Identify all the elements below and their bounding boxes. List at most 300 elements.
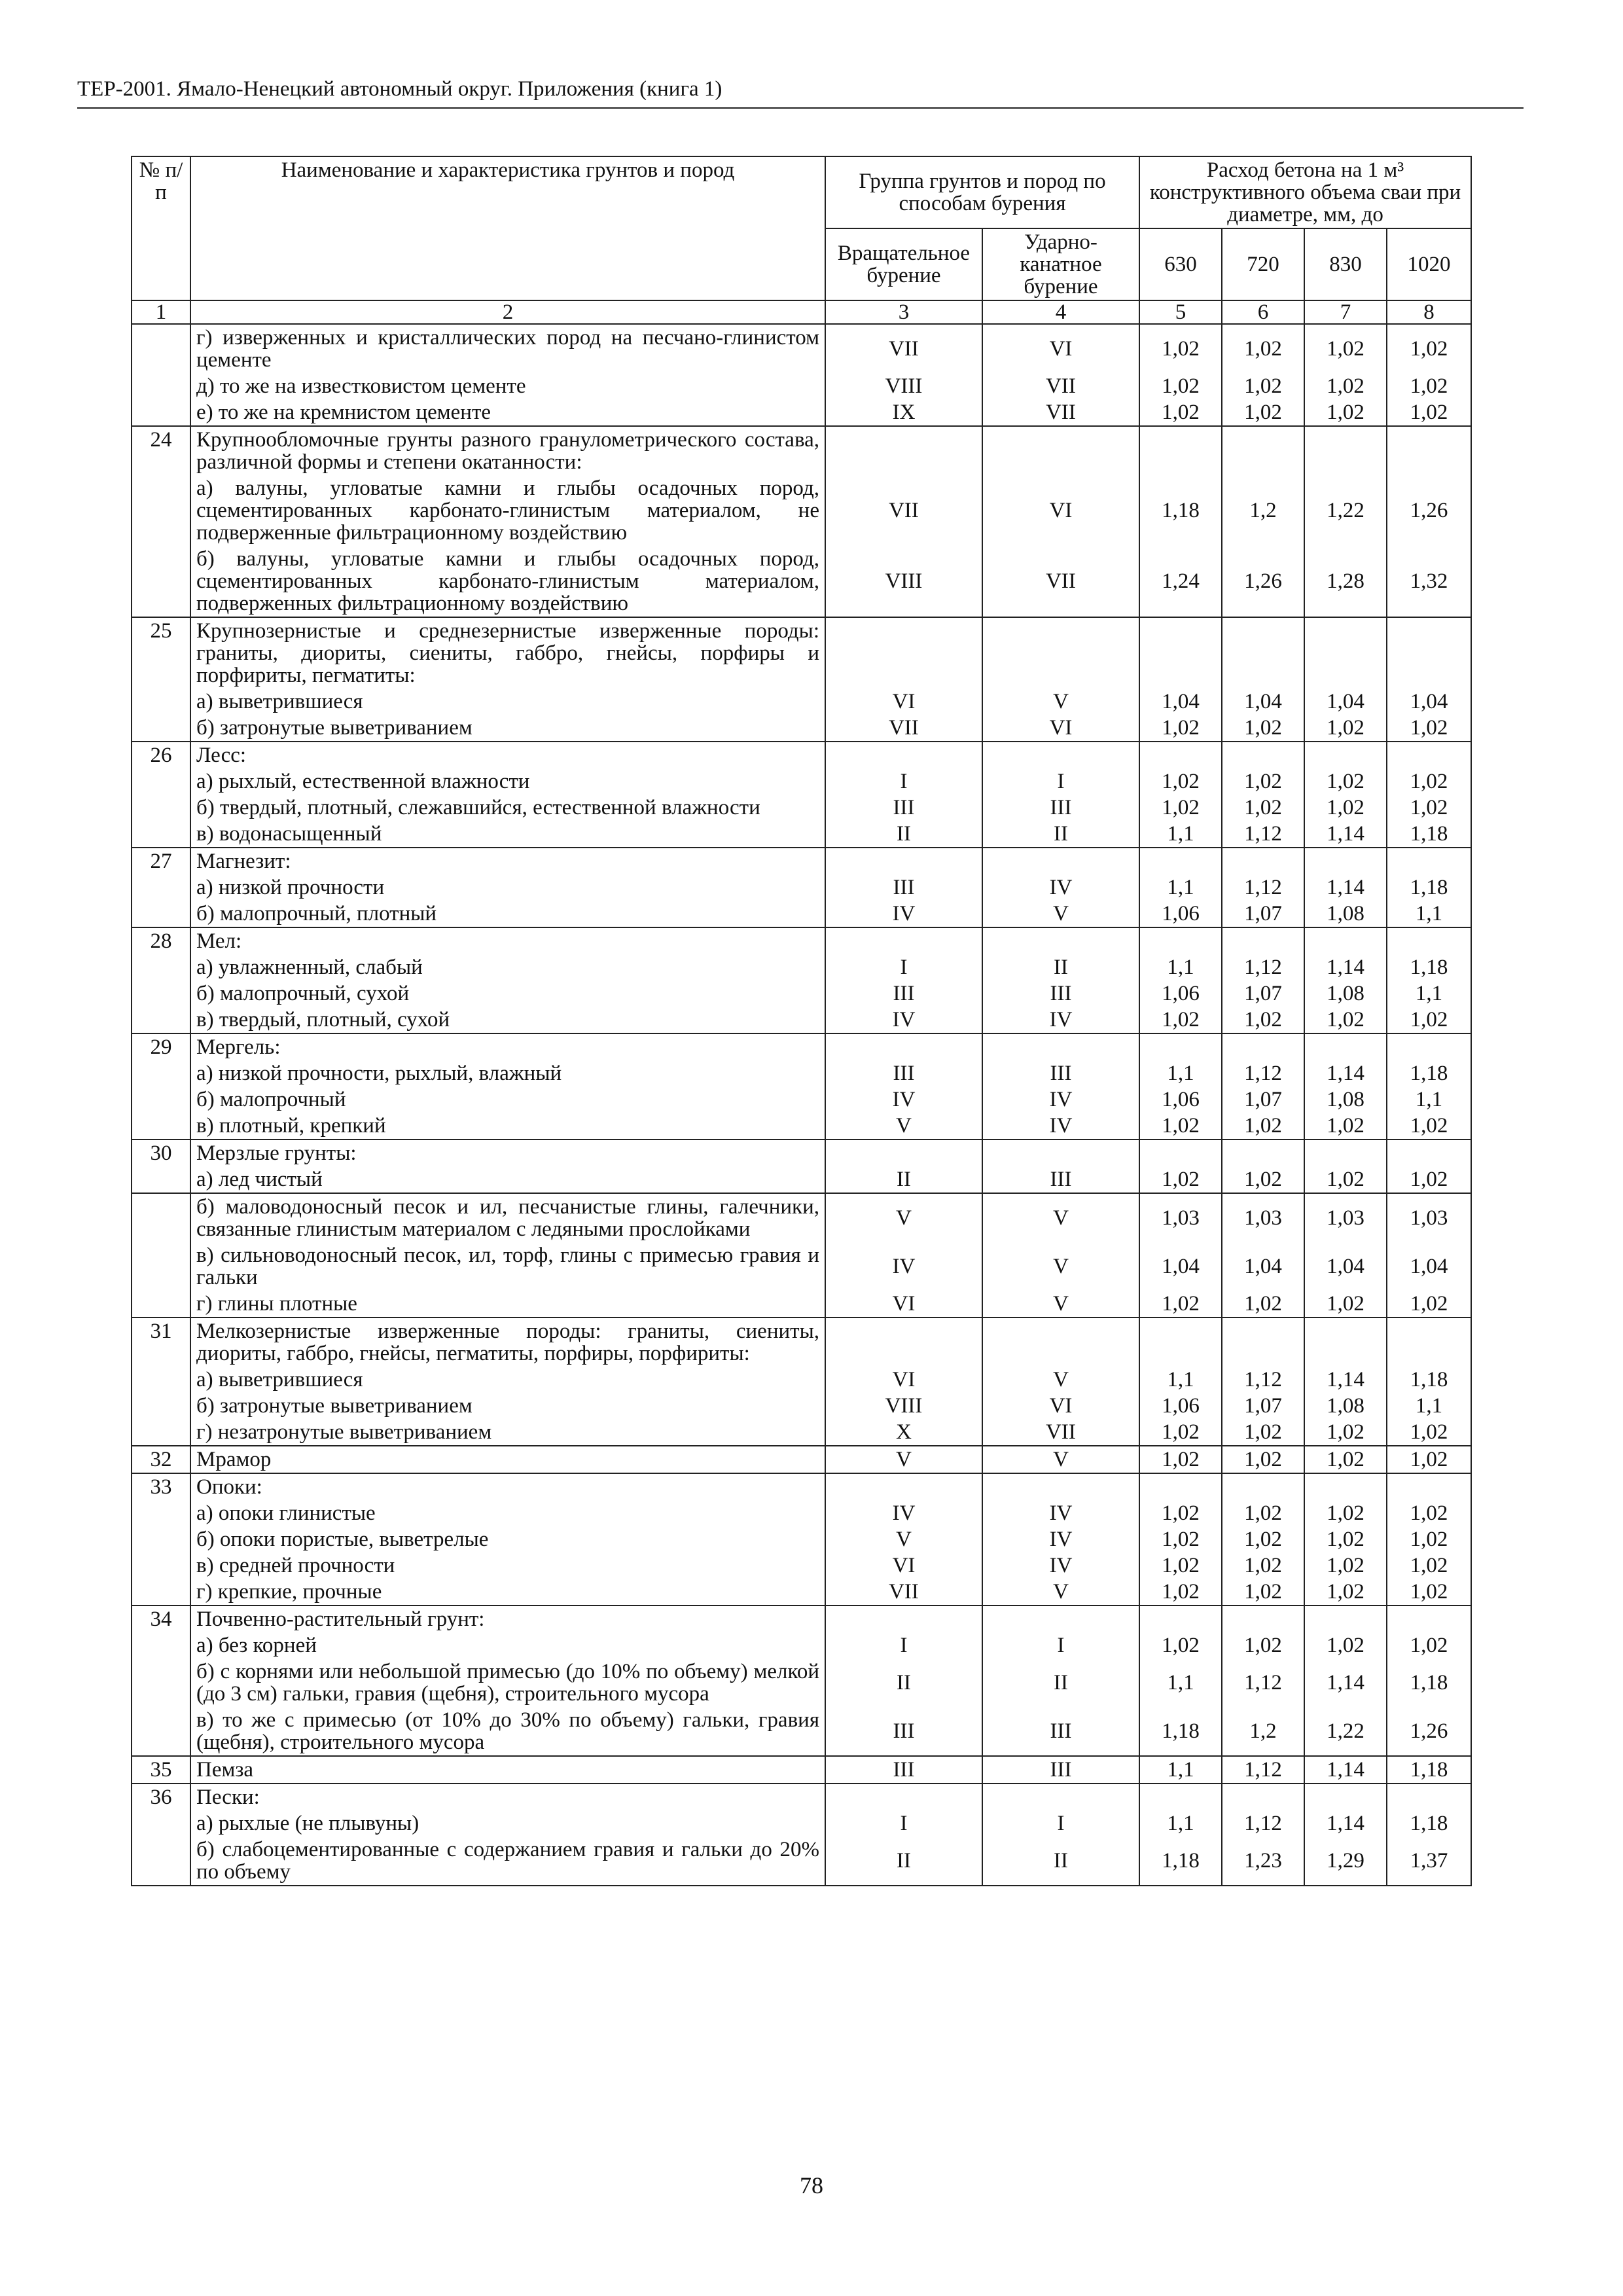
table-row bbox=[132, 1166, 1471, 1193]
value-630: 1,02 bbox=[1139, 1291, 1222, 1318]
value-830: 1,02 bbox=[1304, 1446, 1387, 1473]
value-830: 1,02 bbox=[1304, 715, 1387, 742]
value-630: 1,02 bbox=[1139, 1007, 1222, 1033]
row-number: 31 bbox=[132, 1318, 190, 1367]
value-830: 1,14 bbox=[1304, 1367, 1387, 1393]
percussion-group: II bbox=[982, 1837, 1139, 1886]
value-630: 1,18 bbox=[1139, 475, 1222, 546]
percussion-group: II bbox=[982, 954, 1139, 980]
value-830: 1,08 bbox=[1304, 901, 1387, 927]
value-830: 1,14 bbox=[1304, 1810, 1387, 1837]
soil-name: Крупнозернистые и среднезернистые изверженные породы: граниты, диориты, сиениты, габбро, гнейсы, порфиры и порфириты, пегматиты: bbox=[190, 617, 825, 689]
value-830: 1,08 bbox=[1304, 1086, 1387, 1113]
value-630: 1,06 bbox=[1139, 901, 1222, 927]
table-row bbox=[132, 927, 1471, 954]
percussion-group: III bbox=[982, 1060, 1139, 1086]
value-630: 1,1 bbox=[1139, 1367, 1222, 1393]
percussion-group: I bbox=[982, 768, 1139, 795]
value-720: 1,04 bbox=[1222, 1242, 1304, 1291]
index-cell: 4 bbox=[982, 300, 1139, 324]
rotary-group: IV bbox=[825, 1086, 982, 1113]
value-720: 1,23 bbox=[1222, 1837, 1304, 1886]
header-consumption: Расход бетона на 1 м³ конструктивного объема сваи при диаметре, мм, до bbox=[1139, 156, 1471, 228]
soil-name: г) глины плотные bbox=[190, 1291, 825, 1318]
soil-concrete-table bbox=[131, 156, 1472, 1886]
value-1020: 1,02 bbox=[1387, 1291, 1471, 1318]
value-830: 1,04 bbox=[1304, 1242, 1387, 1291]
soil-name: б) малопрочный bbox=[190, 1086, 825, 1113]
value-630: 1,1 bbox=[1139, 1060, 1222, 1086]
value-830 bbox=[1304, 927, 1387, 954]
table-row bbox=[132, 821, 1471, 848]
table-row bbox=[132, 1446, 1471, 1473]
percussion-group bbox=[982, 1473, 1139, 1500]
soil-name: в) водонасыщенный bbox=[190, 821, 825, 848]
value-720: 1,02 bbox=[1222, 1291, 1304, 1318]
value-720 bbox=[1222, 848, 1304, 874]
rotary-group: IV bbox=[825, 901, 982, 927]
value-830: 1,22 bbox=[1304, 475, 1387, 546]
row-number: 33 bbox=[132, 1473, 190, 1500]
percussion-group: II bbox=[982, 821, 1139, 848]
table-row bbox=[132, 1784, 1471, 1810]
table-row bbox=[132, 1113, 1471, 1139]
soil-name: а) опоки глинистые bbox=[190, 1500, 825, 1526]
value-720: 1,07 bbox=[1222, 980, 1304, 1007]
value-830: 1,14 bbox=[1304, 1659, 1387, 1707]
rotary-group: II bbox=[825, 1659, 982, 1707]
value-1020: 1,02 bbox=[1387, 1166, 1471, 1193]
soil-name: г) крепкие, прочные bbox=[190, 1579, 825, 1605]
soil-name: а) лед чистый bbox=[190, 1166, 825, 1193]
table-row bbox=[132, 324, 1471, 373]
value-630: 1,06 bbox=[1139, 1393, 1222, 1419]
value-830: 1,02 bbox=[1304, 373, 1387, 399]
rotary-group: VI bbox=[825, 1367, 982, 1393]
rotary-group: III bbox=[825, 874, 982, 901]
soil-name: Опоки: bbox=[190, 1473, 825, 1500]
table-row bbox=[132, 1367, 1471, 1393]
index-cell: 6 bbox=[1222, 300, 1304, 324]
table-row bbox=[132, 1632, 1471, 1659]
value-720: 1,02 bbox=[1222, 1552, 1304, 1579]
value-720: 1,12 bbox=[1222, 1060, 1304, 1086]
value-720: 1,02 bbox=[1222, 1500, 1304, 1526]
value-1020: 1,02 bbox=[1387, 768, 1471, 795]
value-830 bbox=[1304, 426, 1387, 475]
row-number bbox=[132, 324, 190, 373]
soil-name: Мерзлые грунты: bbox=[190, 1139, 825, 1166]
index-cell: 2 bbox=[190, 300, 825, 324]
value-720: 1,07 bbox=[1222, 901, 1304, 927]
value-720: 1,02 bbox=[1222, 324, 1304, 373]
header-rotary: Вращательное бурение bbox=[825, 228, 982, 300]
value-720: 1,02 bbox=[1222, 1632, 1304, 1659]
value-830 bbox=[1304, 1139, 1387, 1166]
value-720 bbox=[1222, 1033, 1304, 1060]
row-number bbox=[132, 1113, 190, 1139]
value-630: 1,06 bbox=[1139, 980, 1222, 1007]
table-row bbox=[132, 1659, 1471, 1707]
row-number bbox=[132, 874, 190, 901]
row-number bbox=[132, 768, 190, 795]
percussion-group: IV bbox=[982, 1526, 1139, 1552]
value-830: 1,14 bbox=[1304, 821, 1387, 848]
row-number bbox=[132, 1526, 190, 1552]
rotary-group bbox=[825, 1033, 982, 1060]
value-830: 1,14 bbox=[1304, 874, 1387, 901]
rotary-group: I bbox=[825, 954, 982, 980]
value-1020 bbox=[1387, 1033, 1471, 1060]
value-630: 1,02 bbox=[1139, 715, 1222, 742]
value-1020: 1,18 bbox=[1387, 874, 1471, 901]
row-number bbox=[132, 901, 190, 927]
value-720: 1,02 bbox=[1222, 768, 1304, 795]
table-row bbox=[132, 1552, 1471, 1579]
value-1020: 1,1 bbox=[1387, 1086, 1471, 1113]
value-720: 1,02 bbox=[1222, 373, 1304, 399]
row-number bbox=[132, 1707, 190, 1756]
value-630 bbox=[1139, 848, 1222, 874]
value-720: 1,02 bbox=[1222, 795, 1304, 821]
rotary-group bbox=[825, 1784, 982, 1810]
percussion-group: IV bbox=[982, 1086, 1139, 1113]
percussion-group: V bbox=[982, 1367, 1139, 1393]
row-number bbox=[132, 1552, 190, 1579]
soil-name: б) маловодоносный песок и ил, песчанистые глины, галечники, связанные глинистым материалом с ледяными прослойками bbox=[190, 1193, 825, 1242]
value-630: 1,1 bbox=[1139, 874, 1222, 901]
rotary-group: VIII bbox=[825, 546, 982, 617]
row-number: 25 bbox=[132, 617, 190, 689]
rotary-group: V bbox=[825, 1526, 982, 1552]
value-830 bbox=[1304, 848, 1387, 874]
percussion-group bbox=[982, 426, 1139, 475]
percussion-group bbox=[982, 1318, 1139, 1367]
value-630 bbox=[1139, 1784, 1222, 1810]
value-720 bbox=[1222, 1605, 1304, 1632]
value-630: 1,1 bbox=[1139, 1810, 1222, 1837]
header-d830: 830 bbox=[1304, 228, 1387, 300]
table-row bbox=[132, 1393, 1471, 1419]
soil-name: а) увлажненный, слабый bbox=[190, 954, 825, 980]
value-720: 1,2 bbox=[1222, 475, 1304, 546]
rotary-group bbox=[825, 927, 982, 954]
rotary-group bbox=[825, 426, 982, 475]
table-row bbox=[132, 1473, 1471, 1500]
row-number bbox=[132, 1632, 190, 1659]
soil-name: в) твердый, плотный, сухой bbox=[190, 1007, 825, 1033]
soil-name: б) с корнями или небольшой примесью (до 10% по объему) мелкой (до 3 см) гальки, гравия (щебня), строительного мусора bbox=[190, 1659, 825, 1707]
value-1020: 1,02 bbox=[1387, 324, 1471, 373]
table-row bbox=[132, 1810, 1471, 1837]
percussion-group: V bbox=[982, 1579, 1139, 1605]
table-row bbox=[132, 1060, 1471, 1086]
percussion-group: IV bbox=[982, 1500, 1139, 1526]
value-830: 1,04 bbox=[1304, 689, 1387, 715]
rotary-group: I bbox=[825, 1632, 982, 1659]
value-830: 1,02 bbox=[1304, 399, 1387, 426]
value-830: 1,02 bbox=[1304, 324, 1387, 373]
table-row bbox=[132, 1193, 1471, 1242]
soil-name: г) изверженных и кристаллических пород на песчано-глинистом цементе bbox=[190, 324, 825, 373]
value-1020: 1,37 bbox=[1387, 1837, 1471, 1886]
rotary-group: I bbox=[825, 1810, 982, 1837]
value-720: 1,12 bbox=[1222, 954, 1304, 980]
row-number bbox=[132, 1242, 190, 1291]
rotary-group: IV bbox=[825, 1007, 982, 1033]
percussion-group: V bbox=[982, 1446, 1139, 1473]
header-d630: 630 bbox=[1139, 228, 1222, 300]
percussion-group: VII bbox=[982, 399, 1139, 426]
value-1020: 1,1 bbox=[1387, 901, 1471, 927]
row-number bbox=[132, 1291, 190, 1318]
value-720: 1,12 bbox=[1222, 1756, 1304, 1784]
row-number bbox=[132, 1007, 190, 1033]
value-1020 bbox=[1387, 1605, 1471, 1632]
row-number bbox=[132, 1367, 190, 1393]
value-1020: 1,02 bbox=[1387, 373, 1471, 399]
value-630: 1,18 bbox=[1139, 1707, 1222, 1756]
value-720: 1,02 bbox=[1222, 1419, 1304, 1446]
value-1020 bbox=[1387, 848, 1471, 874]
soil-name: е) то же на кремнистом цементе bbox=[190, 399, 825, 426]
value-720: 1,12 bbox=[1222, 1810, 1304, 1837]
percussion-group: VI bbox=[982, 715, 1139, 742]
row-number bbox=[132, 689, 190, 715]
percussion-group: III bbox=[982, 1756, 1139, 1784]
table-row bbox=[132, 874, 1471, 901]
value-720: 1,02 bbox=[1222, 1446, 1304, 1473]
percussion-group: VI bbox=[982, 1393, 1139, 1419]
value-630: 1,02 bbox=[1139, 1446, 1222, 1473]
percussion-group bbox=[982, 1605, 1139, 1632]
percussion-group: IV bbox=[982, 874, 1139, 901]
rotary-group: VI bbox=[825, 689, 982, 715]
value-720: 1,04 bbox=[1222, 689, 1304, 715]
index-cell: 1 bbox=[132, 300, 190, 324]
soil-name: д) то же на известковистом цементе bbox=[190, 373, 825, 399]
value-1020 bbox=[1387, 1139, 1471, 1166]
row-number: 29 bbox=[132, 1033, 190, 1060]
table-row bbox=[132, 768, 1471, 795]
table-row bbox=[132, 1756, 1471, 1784]
page-number: 78 bbox=[800, 2172, 823, 2198]
rotary-group: VII bbox=[825, 1579, 982, 1605]
rotary-group bbox=[825, 1139, 982, 1166]
rotary-group: IV bbox=[825, 1242, 982, 1291]
value-720: 1,26 bbox=[1222, 546, 1304, 617]
soil-name: б) затронутые выветриванием bbox=[190, 1393, 825, 1419]
table-row bbox=[132, 980, 1471, 1007]
table-row bbox=[132, 1605, 1471, 1632]
row-number: 30 bbox=[132, 1139, 190, 1166]
value-630: 1,1 bbox=[1139, 1756, 1222, 1784]
value-630: 1,02 bbox=[1139, 1526, 1222, 1552]
table-row bbox=[132, 1526, 1471, 1552]
rotary-group: III bbox=[825, 1707, 982, 1756]
value-1020: 1,18 bbox=[1387, 1756, 1471, 1784]
value-1020 bbox=[1387, 617, 1471, 689]
percussion-group: I bbox=[982, 1632, 1139, 1659]
header-name: Наименование и характеристика грунтов и пород bbox=[190, 156, 825, 300]
row-number: 34 bbox=[132, 1605, 190, 1632]
value-830: 1,02 bbox=[1304, 1419, 1387, 1446]
percussion-group bbox=[982, 742, 1139, 768]
percussion-group: IV bbox=[982, 1552, 1139, 1579]
value-1020: 1,18 bbox=[1387, 1060, 1471, 1086]
value-630 bbox=[1139, 1473, 1222, 1500]
row-number bbox=[132, 821, 190, 848]
percussion-group bbox=[982, 617, 1139, 689]
soil-name: в) плотный, крепкий bbox=[190, 1113, 825, 1139]
value-1020 bbox=[1387, 426, 1471, 475]
value-1020: 1,18 bbox=[1387, 1659, 1471, 1707]
row-number bbox=[132, 1086, 190, 1113]
value-830 bbox=[1304, 1318, 1387, 1367]
rotary-group: III bbox=[825, 980, 982, 1007]
value-720: 1,02 bbox=[1222, 399, 1304, 426]
rotary-group: III bbox=[825, 1756, 982, 1784]
table-row bbox=[132, 901, 1471, 927]
value-830 bbox=[1304, 617, 1387, 689]
value-830: 1,02 bbox=[1304, 1007, 1387, 1033]
value-830: 1,08 bbox=[1304, 1393, 1387, 1419]
percussion-group bbox=[982, 1139, 1139, 1166]
value-630 bbox=[1139, 742, 1222, 768]
value-720: 1,02 bbox=[1222, 1166, 1304, 1193]
value-830: 1,02 bbox=[1304, 768, 1387, 795]
percussion-group: IV bbox=[982, 1113, 1139, 1139]
row-number bbox=[132, 373, 190, 399]
value-1020: 1,02 bbox=[1387, 1579, 1471, 1605]
soil-name: а) без корней bbox=[190, 1632, 825, 1659]
row-number bbox=[132, 795, 190, 821]
percussion-group: III bbox=[982, 795, 1139, 821]
value-720: 1,02 bbox=[1222, 1007, 1304, 1033]
header-percussion: Ударно-канатное бурение bbox=[982, 228, 1139, 300]
soil-name: Магнезит: bbox=[190, 848, 825, 874]
table-row bbox=[132, 617, 1471, 689]
value-720: 1,12 bbox=[1222, 1367, 1304, 1393]
value-630: 1,02 bbox=[1139, 795, 1222, 821]
soil-name: а) выветрившиеся bbox=[190, 1367, 825, 1393]
table-row bbox=[132, 689, 1471, 715]
value-830 bbox=[1304, 1784, 1387, 1810]
value-830: 1,02 bbox=[1304, 1113, 1387, 1139]
value-830 bbox=[1304, 1605, 1387, 1632]
value-830 bbox=[1304, 742, 1387, 768]
table-row bbox=[132, 848, 1471, 874]
rotary-group: VII bbox=[825, 475, 982, 546]
value-630: 1,02 bbox=[1139, 1579, 1222, 1605]
value-630: 1,06 bbox=[1139, 1086, 1222, 1113]
percussion-group bbox=[982, 848, 1139, 874]
table-row bbox=[132, 1291, 1471, 1318]
value-720 bbox=[1222, 617, 1304, 689]
value-830: 1,14 bbox=[1304, 954, 1387, 980]
value-830: 1,03 bbox=[1304, 1193, 1387, 1242]
value-630 bbox=[1139, 927, 1222, 954]
table-row bbox=[132, 954, 1471, 980]
value-630: 1,03 bbox=[1139, 1193, 1222, 1242]
value-720: 1,02 bbox=[1222, 715, 1304, 742]
value-830: 1,28 bbox=[1304, 546, 1387, 617]
value-1020 bbox=[1387, 927, 1471, 954]
rotary-group bbox=[825, 742, 982, 768]
value-630: 1,02 bbox=[1139, 768, 1222, 795]
value-830: 1,08 bbox=[1304, 980, 1387, 1007]
value-720: 1,02 bbox=[1222, 1579, 1304, 1605]
value-1020: 1,1 bbox=[1387, 1393, 1471, 1419]
table-row bbox=[132, 1318, 1471, 1367]
row-number bbox=[132, 1393, 190, 1419]
rotary-group bbox=[825, 1605, 982, 1632]
percussion-group: III bbox=[982, 980, 1139, 1007]
soil-name: Почвенно-растительный грунт: bbox=[190, 1605, 825, 1632]
index-cell: 7 bbox=[1304, 300, 1387, 324]
row-number bbox=[132, 1193, 190, 1242]
soil-name: в) средней прочности bbox=[190, 1552, 825, 1579]
value-630: 1,24 bbox=[1139, 546, 1222, 617]
rotary-group bbox=[825, 848, 982, 874]
rotary-group: II bbox=[825, 1837, 982, 1886]
table-row bbox=[132, 795, 1471, 821]
value-630: 1,04 bbox=[1139, 1242, 1222, 1291]
soil-name: Пески: bbox=[190, 1784, 825, 1810]
rotary-group: III bbox=[825, 1060, 982, 1086]
percussion-group: VII bbox=[982, 373, 1139, 399]
value-830: 1,02 bbox=[1304, 1500, 1387, 1526]
row-number bbox=[132, 715, 190, 742]
value-1020: 1,26 bbox=[1387, 475, 1471, 546]
value-630 bbox=[1139, 1033, 1222, 1060]
value-1020: 1,02 bbox=[1387, 1113, 1471, 1139]
value-720: 1,12 bbox=[1222, 1659, 1304, 1707]
table-row bbox=[132, 1707, 1471, 1756]
percussion-group: IV bbox=[982, 1007, 1139, 1033]
value-830 bbox=[1304, 1473, 1387, 1500]
value-720 bbox=[1222, 1139, 1304, 1166]
value-830: 1,02 bbox=[1304, 1632, 1387, 1659]
rotary-group: II bbox=[825, 1166, 982, 1193]
value-630: 1,02 bbox=[1139, 324, 1222, 373]
row-number: 28 bbox=[132, 927, 190, 954]
percussion-group: V bbox=[982, 1193, 1139, 1242]
value-630 bbox=[1139, 426, 1222, 475]
soil-name: б) слабоцементированные с содержанием гравия и гальки до 20% по объему bbox=[190, 1837, 825, 1886]
table-row bbox=[132, 715, 1471, 742]
percussion-group: VI bbox=[982, 475, 1139, 546]
percussion-group bbox=[982, 927, 1139, 954]
value-1020: 1,18 bbox=[1387, 1367, 1471, 1393]
table-row bbox=[132, 475, 1471, 546]
value-830: 1,14 bbox=[1304, 1756, 1387, 1784]
value-1020: 1,02 bbox=[1387, 1526, 1471, 1552]
row-number bbox=[132, 1060, 190, 1086]
rotary-group: III bbox=[825, 795, 982, 821]
soil-name: в) сильноводоносный песок, ил, торф, глины с примесью гравия и гальки bbox=[190, 1242, 825, 1291]
value-630: 1,04 bbox=[1139, 689, 1222, 715]
rotary-group: V bbox=[825, 1446, 982, 1473]
soil-name: Лесс: bbox=[190, 742, 825, 768]
value-630: 1,1 bbox=[1139, 954, 1222, 980]
value-630: 1,02 bbox=[1139, 1552, 1222, 1579]
table-row bbox=[132, 1837, 1471, 1886]
value-830: 1,02 bbox=[1304, 1166, 1387, 1193]
percussion-group: III bbox=[982, 1166, 1139, 1193]
value-1020: 1,04 bbox=[1387, 1242, 1471, 1291]
soil-name: Мрамор bbox=[190, 1446, 825, 1473]
